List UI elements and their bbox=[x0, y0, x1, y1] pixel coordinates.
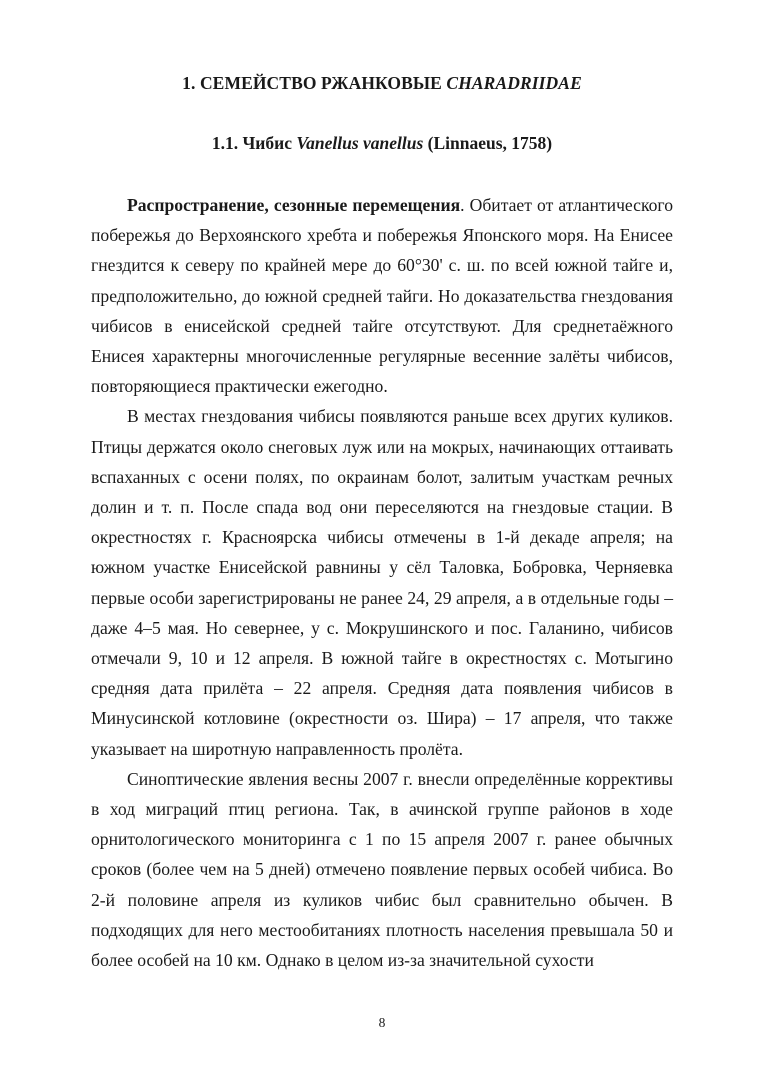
paragraph-synoptic: Синоптические явления весны 2007 г. внесли определённые коррективы в ход миграций птиц региона. Так, в ачинской группе районов в ходе орнитологического мониторинга с 1 по 15 апреля 2007 г. ранее обычных сроков (более чем на 5 дней) отмечено появление первых особей чибиса. Во 2-й половине апреля из куликов чибис был сравнительно обычен. В подходящих для него местообитаниях плотность населения превышала 50 и более особей на 10 км. Однако в целом из-за значительной сухости bbox=[91, 768, 673, 971]
document-page bbox=[91, 0, 673, 1080]
paragraph-distribution-text: . Обитает от атлантического побережья до Верхоянского хребта и побережья Японского моря. На Енисее гнездится к северу по крайней мере до 60°30' с. ш. по всей южной тайге и, предположительно, до южной средней тайги. Но доказательства гнездования чибисов в енисейской средней тайге отсутствуют. Для среднетаёжного Енисея характерны многочисленные регулярные весенние залёты чибисов, повторяющиеся практически ежегодно. bbox=[91, 195, 673, 397]
chapter-title-latin: CHARADRIIDAE bbox=[446, 73, 582, 93]
chapter-title-text: 1. СЕМЕЙСТВО РЖАНКОВЫЕ bbox=[182, 73, 447, 93]
page-number: 8 bbox=[378, 1015, 386, 1030]
species-latin-name: Vanellus vanellus bbox=[296, 133, 424, 153]
body-text bbox=[91, 190, 673, 975]
paragraph-lead-heading: Распространение, сезонные перемещения bbox=[127, 195, 461, 215]
paragraph-arrival: В местах гнездования чибисы появляются раньше всех других куликов. Птицы держатся около снеговых луж или на мокрых, начинающих оттаивать вспаханных с осени полях, по окраинам болот, залитым участкам речных долин и т. п. После спада вод они переселяются на гнездовые стации. В окрестностях г. Красноярска чибисы отмечены в 1-й декаде апреля; на южном участке Енисейской равнины у сёл Таловка, Бобровка, Черняевка первые особи зарегистрированы не ранее 24, 29 апреля, а в отдельные годы – даже 4–5 мая. Но севернее, у с. Мокрушинского и пос. Галанино, чибисов отмечали 9, 10 и 12 апреля. В южной тайге в окрестностях с. Мотыгино средняя дата прилёта – 22 апреля. Средняя дата появления чибисов в Минусинской котловине (окрестности оз. Шира) – 17 апреля, что также указывает на широтную направленность пролёта. bbox=[91, 406, 673, 759]
section-title bbox=[91, 133, 673, 154]
chapter-title bbox=[91, 73, 673, 94]
section-title-text: 1.1. Чибис bbox=[211, 133, 297, 153]
species-authority: (Linnaeus, 1758) bbox=[423, 133, 553, 153]
paragraph-distribution bbox=[91, 190, 673, 401]
